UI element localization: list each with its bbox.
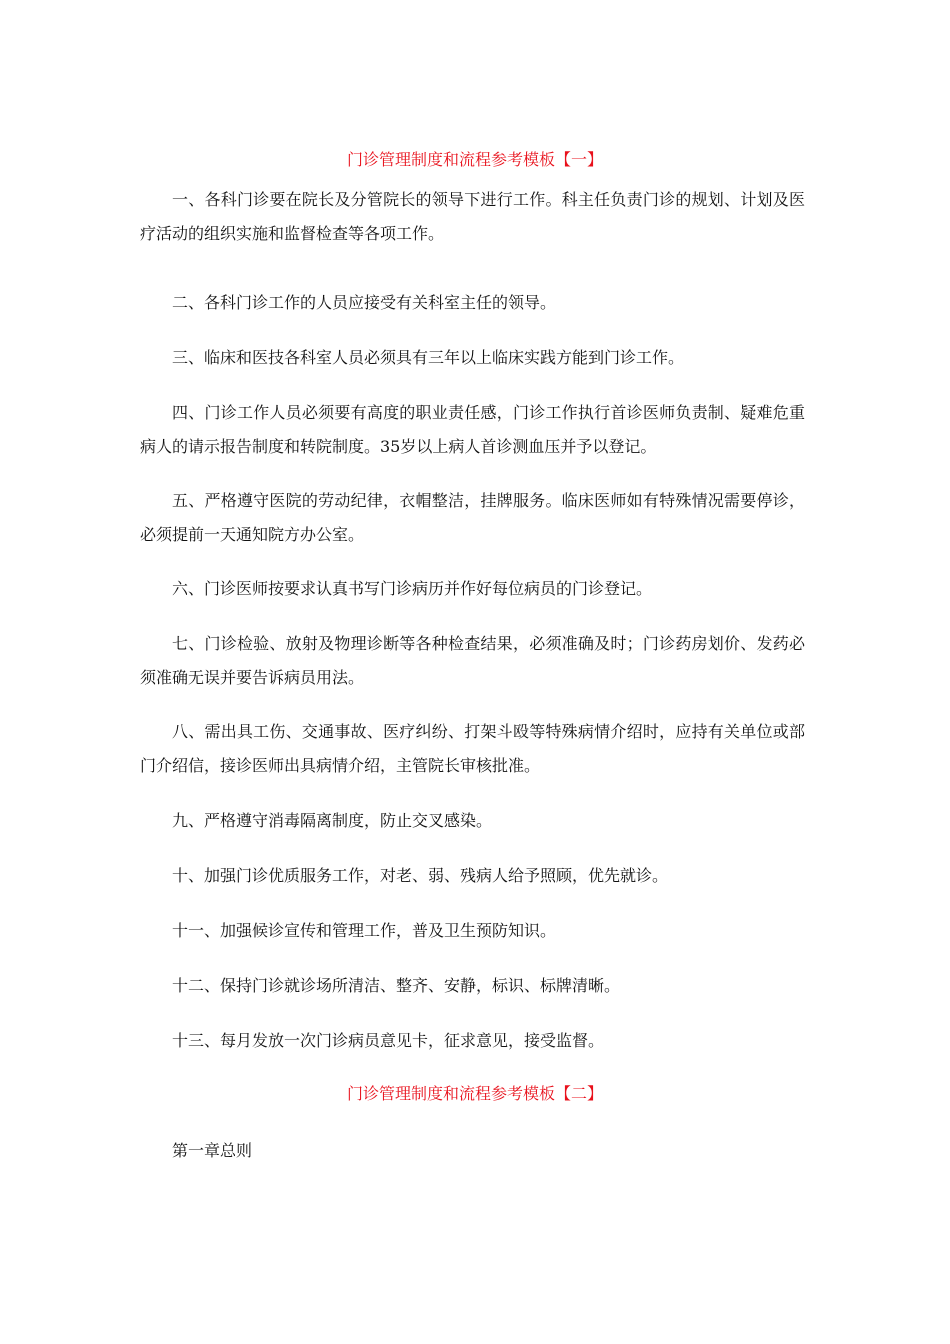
clause-1: 一、各科门诊要在院长及分管院长的领导下进行工作。科主任负责门诊的规划、计划及医疗活动的组织实施和监督检查等各项工作。	[140, 190, 805, 243]
clause-4: 四、门诊工作人员必须要有高度的职业责任感，门诊工作执行首诊医师负责制、疑难危重病人的请示报告制度和转院制度。35岁以上病人首诊测血压并予以登记。	[140, 403, 805, 456]
chapter-heading: 第一章总则	[172, 1141, 253, 1160]
clause-9: 九、严格遵守消毒隔离制度，防止交叉感染。	[172, 811, 493, 830]
clause-3: 三、临床和医技各科室人员必须具有三年以上临床实践方能到门诊工作。	[172, 348, 685, 367]
clause-10: 十、加强门诊优质服务工作，对老、弱、残病人给予照顾，优先就诊。	[172, 866, 669, 885]
clause-2: 二、各科门诊工作的人员应接受有关科室主任的领导。	[172, 293, 557, 312]
section-title-1	[0, 149, 950, 171]
section-title-2	[0, 1083, 950, 1105]
clause-12: 十二、保持门诊就诊场所清洁、整齐、安静，标识、标牌清晰。	[172, 976, 621, 995]
section-title-2-text: 门诊管理制度和流程参考模板【二】	[346, 1084, 603, 1103]
clause-13: 十三、每月发放一次门诊病员意见卡，征求意见，接受监督。	[172, 1031, 605, 1050]
clause-6: 六、门诊医师按要求认真书写门诊病历并作好每位病员的门诊登记。	[172, 579, 653, 598]
clause-5: 五、严格遵守医院的劳动纪律，衣帽整洁，挂牌服务。临床医师如有特殊情况需要停诊，必须提前一天通知院方办公室。	[140, 491, 805, 544]
section-title-1-text: 门诊管理制度和流程参考模板【一】	[346, 150, 603, 169]
clause-8: 八、需出具工伤、交通事故、医疗纠纷、打架斗殴等特殊病情介绍时，应持有关单位或部门介绍信，接诊医师出具病情介绍，主管院长审核批准。	[140, 722, 805, 775]
clause-7: 七、门诊检验、放射及物理诊断等各种检查结果，必须准确及时；门诊药房划价、发药必须准确无误并要告诉病员用法。	[140, 634, 805, 687]
clause-11: 十一、加强候诊宣传和管理工作，普及卫生预防知识。	[172, 921, 557, 940]
